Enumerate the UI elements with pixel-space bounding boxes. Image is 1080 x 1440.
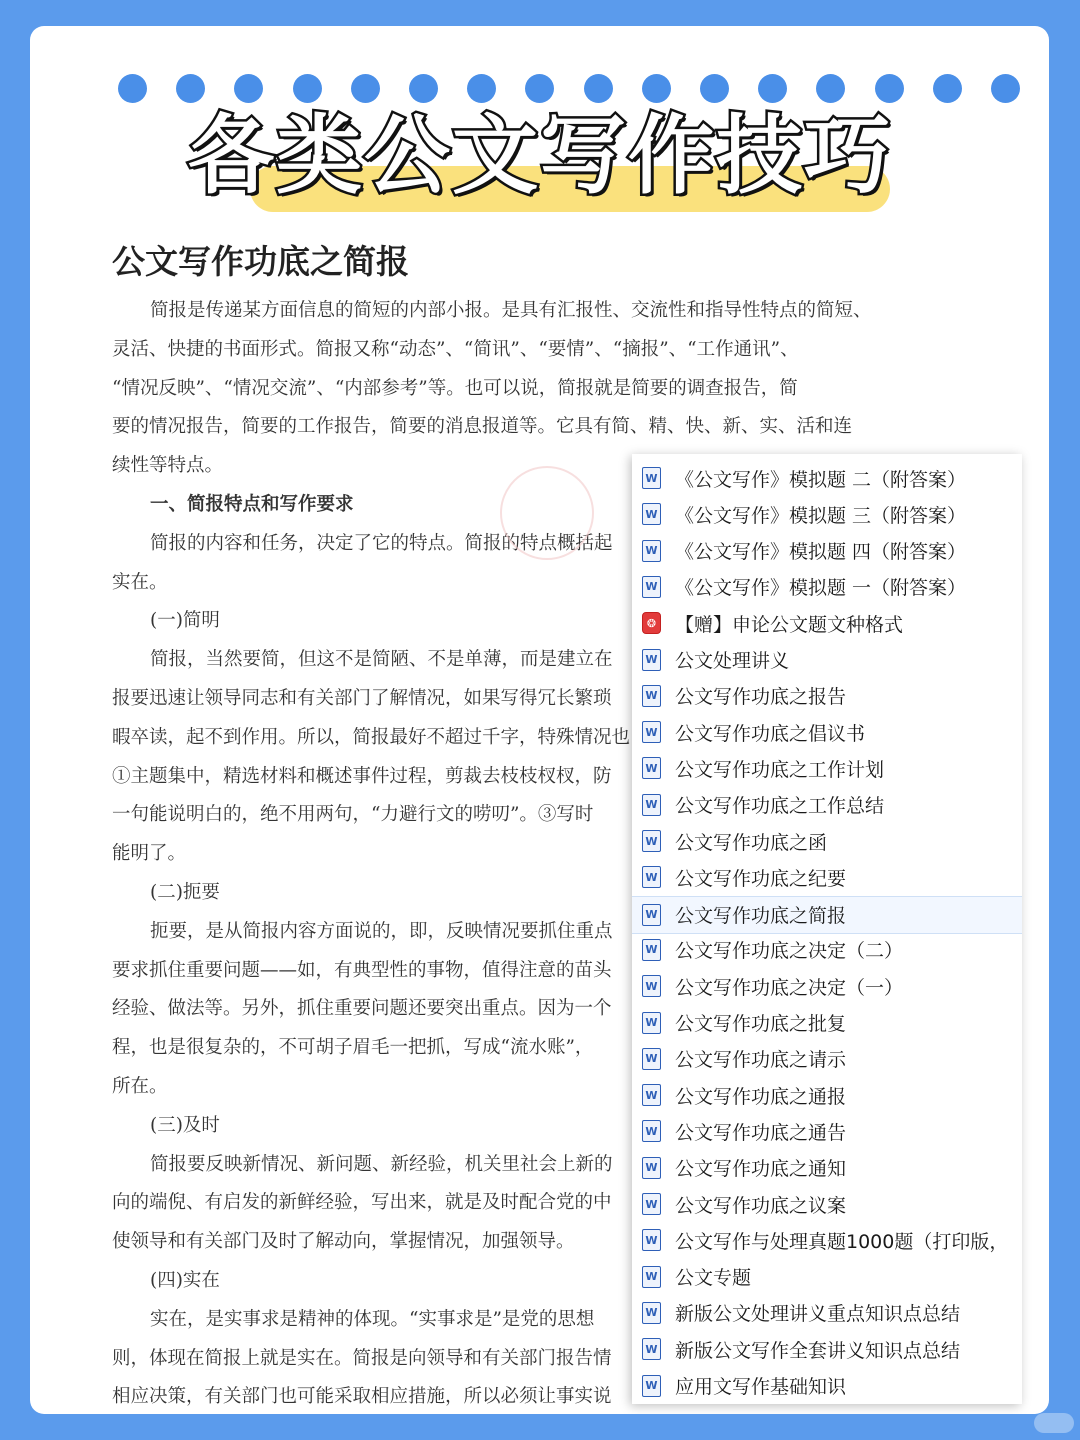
file-name: 公文处理讲义 [675,650,790,672]
paragraph-line: 要的情况报告，简要的工作报告，简要的消息报道等。它具有简、精、快、新、实、活和连 [112,416,853,438]
page-title: 各类公文写作技巧 [188,106,892,206]
word-doc-icon: W [642,1120,661,1142]
file-list-item[interactable] [632,932,1022,968]
word-doc-icon: W [642,1338,661,1360]
file-name: 公文写作功底之通告 [675,1121,847,1144]
file-list-item[interactable] [632,1368,1022,1404]
file-name: 公文写作功底之倡议书 [675,722,866,745]
paragraph-line: (二)扼要 [150,881,220,903]
paragraph-line: 要求抓住重要问题——如，有典型性的事物，值得注意的苗头 [112,959,612,981]
content-card [30,26,1049,1414]
file-name: 《公文写作》模拟题 二（附答案） [675,468,967,491]
paragraph-line: ①主题集中，精选材料和概述事件过程，剪裁去枝枝杈杈，防 [112,765,612,787]
word-doc-icon: W [642,1375,661,1397]
file-name: 公文专题 [675,1267,752,1290]
paragraph-line: 使领导和有关部门及时了解动向，掌握情况，加强领导。 [112,1231,575,1253]
word-doc-icon: W [642,1266,661,1288]
word-doc-icon: W [642,904,661,926]
paragraph-line: 相应决策，有关部门也可能采取相应措施，所以必须让事实说 [112,1386,612,1408]
file-name: 公文写作与处理真题1000题（打印版， [675,1230,1009,1253]
file-name: 《公文写作》模拟题 一（附答案） [675,577,967,600]
file-name: 公文写作功底之纪要 [675,867,847,890]
paragraph-line: 实在，是实事求是精神的体现。“实事求是”是党的思想 [150,1308,595,1330]
word-doc-icon: W [642,939,661,961]
word-doc-icon: W [642,649,661,671]
paragraph-line: 续性等特点。 [112,455,224,477]
paragraph-line: 能明了。 [112,843,187,865]
paragraph-line: 简报，当然要简，但这不是简陋、不是单薄，而是建立在 [150,649,613,671]
file-list-item[interactable] [632,896,1022,934]
file-name: 公文写作功底之通报 [675,1085,847,1108]
file-list-item[interactable] [632,859,1022,895]
file-name: 公文写作功底之工作总结 [675,795,885,818]
word-doc-icon: W [642,1084,661,1106]
file-list-item[interactable] [632,968,1022,1004]
paragraph-line: (三)及时 [150,1114,220,1136]
file-name: 公文写作功底之工作计划 [675,758,885,781]
file-list-item[interactable] [632,1331,1022,1367]
paragraph-line: 经验、做法等。另外，抓住重要问题还要突出重点。因为一个 [112,998,612,1020]
file-list-item[interactable] [632,678,1022,714]
sticker-bunny-icon [500,466,594,560]
word-doc-icon: W [642,866,661,888]
file-list-item[interactable] [632,1295,1022,1331]
file-name: 《公文写作》模拟题 四（附答案） [675,541,967,564]
word-doc-icon: W [642,685,661,707]
word-doc-icon: W [642,1157,661,1179]
file-name: 《公文写作》模拟题 三（附答案） [675,504,967,527]
file-list-item[interactable] [632,460,1022,496]
word-doc-icon: W [642,503,661,525]
word-doc-icon: W [642,1012,661,1034]
paragraph-line: 程，也是很复杂的，不可胡子眉毛一把抓，写成“流水账”， [112,1037,594,1059]
file-list-item[interactable] [632,1005,1022,1041]
file-name: 公文写作功底之函 [675,831,828,854]
file-name: 公文写作功底之请示 [675,1049,847,1072]
document-heading: 公文写作功底之简报 [112,242,409,281]
file-list-item[interactable] [632,750,1022,786]
file-list-item[interactable] [632,1113,1022,1149]
paragraph-line: 则，体现在简报上就是实在。简报是向领导和有关部门报告情 [112,1347,612,1369]
word-doc-icon: W [642,830,661,852]
paragraph-line: 所在。 [112,1075,168,1097]
word-doc-icon: W [642,1048,661,1070]
file-list-item[interactable] [632,823,1022,859]
file-list-item[interactable] [632,642,1022,678]
paragraph-line: 简报要反映新情况、新问题、新经验，机关里社会上新的 [150,1153,613,1175]
paragraph-line: 简报的内容和任务，决定了它的特点。简报的特点概括起 [150,532,613,554]
file-name: 公文写作功底之批复 [675,1013,847,1035]
paragraph-line: 报要迅速让领导同志和有关部门了解情况，如果写得冗长繁琐 [112,687,612,709]
file-list-item[interactable] [632,1186,1022,1222]
file-list-item[interactable] [632,605,1022,641]
file-list-item[interactable] [632,496,1022,532]
file-list-item[interactable] [632,787,1022,823]
word-doc-icon: W [642,794,661,816]
word-doc-icon: W [642,540,661,562]
paragraph-line: (四)实在 [150,1269,220,1291]
file-name: 公文写作功底之简报 [675,905,847,928]
file-name: 公文写作功底之通知 [675,1158,847,1181]
watermark [1034,1413,1074,1433]
paragraph-line: 暇卒读，起不到作用。所以，简报最好不超过千字，特殊情况也 [112,726,631,748]
file-name: 新版公文写作全套讲义知识点总结 [675,1339,961,1362]
pdf-doc-icon: ❂ [642,612,661,634]
file-list-panel [632,454,1022,1404]
word-doc-icon: W [642,975,661,997]
file-list-item[interactable] [632,533,1022,569]
file-name: 公文写作功底之决定（一） [675,976,904,999]
file-name: 【赠】申论公文题文种格式 [675,613,904,636]
word-doc-icon: W [642,721,661,743]
paragraph-line: 灵活、快捷的书面形式。简报又称“动态”、“简讯”、“要情”、“摘报”、“工作通讯”、 [112,338,799,360]
paragraph-line: 实在。 [112,571,168,593]
paragraph-line: 一句能说明白的，绝不用两句，“力避行文的唠叨”。③写时 [112,804,594,826]
paragraph-line: 扼要，是从简报内容方面说的，即，反映情况要抓住重点 [150,920,613,942]
paragraph-line: 向的端倪、有启发的新鲜经验，写出来，就是及时配合党的中 [112,1192,612,1214]
paragraph-line: (一)简明 [150,610,220,632]
file-list-item[interactable] [632,569,1022,605]
file-name: 公文写作功底之报告 [675,686,847,709]
file-list-item[interactable] [632,1077,1022,1113]
word-doc-icon: W [642,757,661,779]
word-doc-icon: W [642,1302,661,1324]
paragraph-line: “情况反映”、“情况交流”、“内部参考”等。也可以说，简报就是简要的调查报告，简 [112,377,798,399]
file-name: 公文写作功底之议案 [675,1194,847,1217]
file-name: 应用文写作基础知识 [675,1376,847,1398]
word-doc-icon: W [642,576,661,598]
word-doc-icon: W [642,467,661,489]
section-heading: 一、简报特点和写作要求 [150,493,354,515]
word-doc-icon: W [642,1193,661,1215]
paragraph-line: 简报是传递某方面信息的简短的内部小报。是具有汇报性、交流性和指导性特点的简短、 [150,300,872,321]
file-list-item[interactable] [632,1222,1022,1258]
file-list-item[interactable] [632,714,1022,750]
file-list-item[interactable] [632,1041,1022,1077]
file-name: 公文写作功底之决定（二） [675,940,904,963]
file-list-item[interactable] [632,1259,1022,1295]
word-doc-icon: W [642,1229,661,1251]
file-name: 新版公文处理讲义重点知识点总结 [675,1303,961,1326]
file-list-item[interactable] [632,1150,1022,1186]
